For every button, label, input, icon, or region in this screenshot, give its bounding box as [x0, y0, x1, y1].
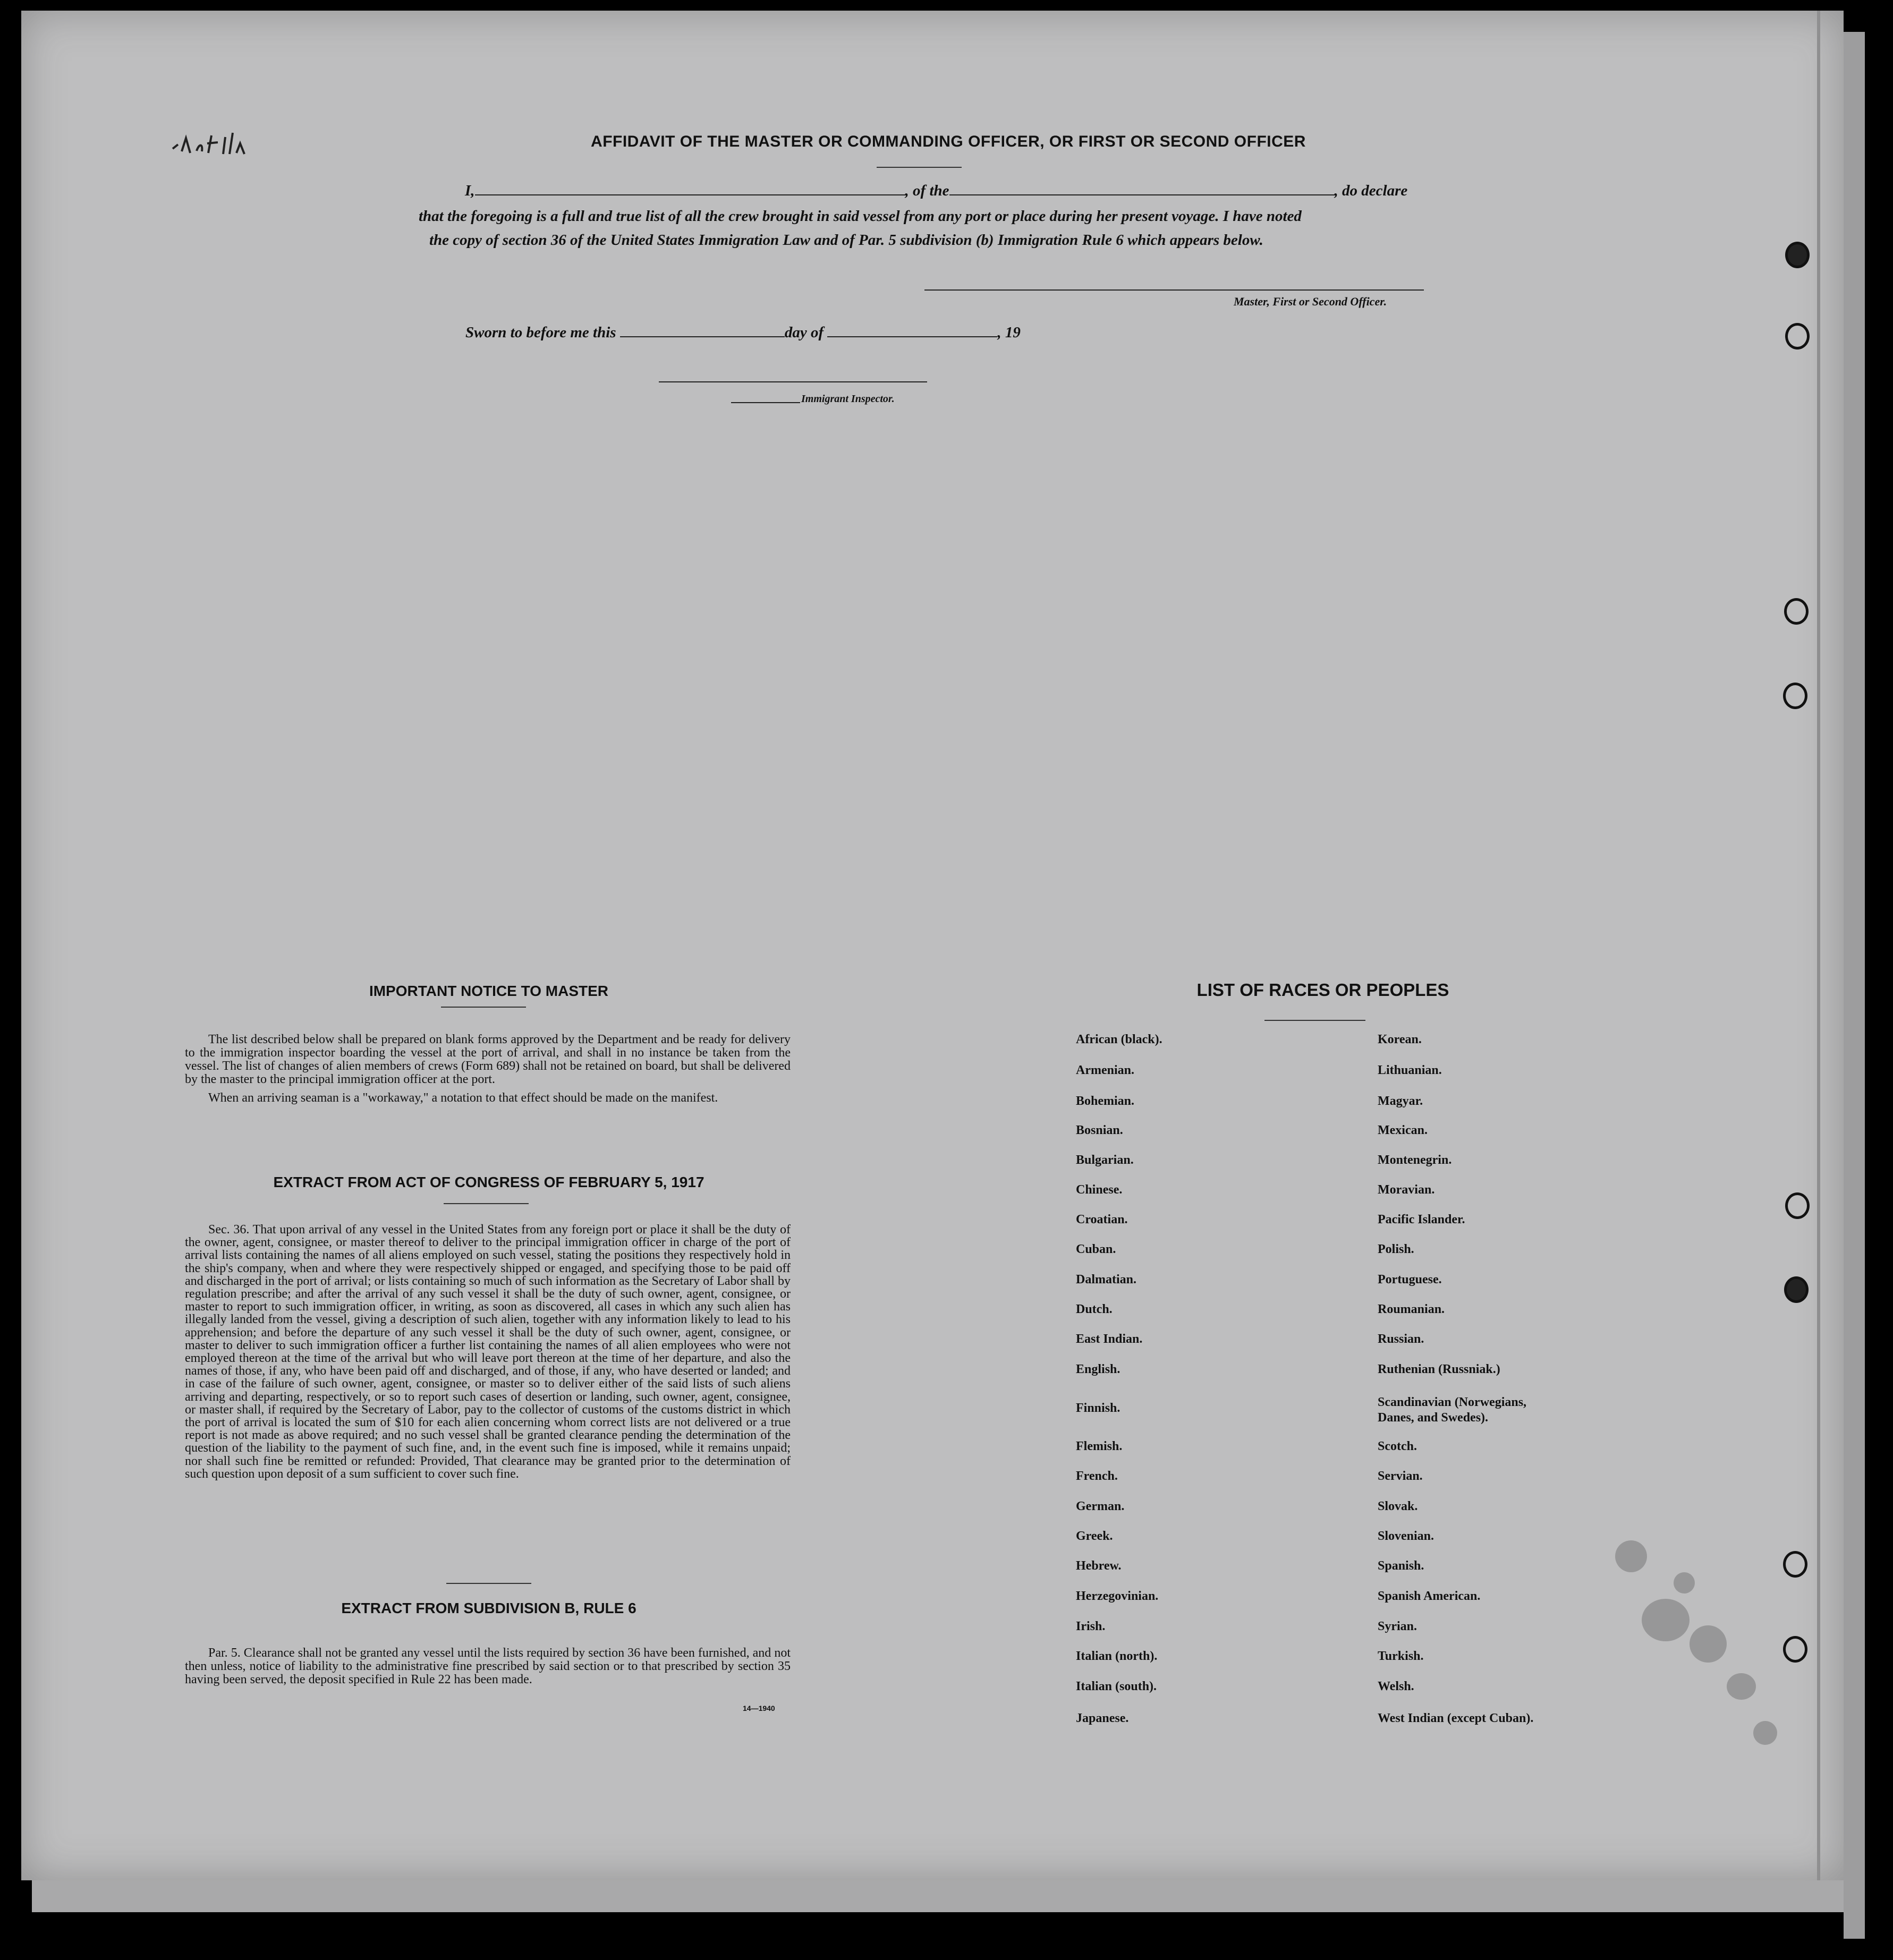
race-item: German. — [1076, 1499, 1125, 1513]
page-bottom-edge — [32, 1880, 1844, 1912]
sworn-line — [465, 324, 1021, 342]
race-item: Roumanian. — [1378, 1302, 1445, 1316]
act-extract-title: EXTRACT FROM ACT OF CONGRESS OF FEBRUARY 5, 1917 — [273, 1174, 704, 1190]
races-title: LIST OF RACES OR PEOPLES — [1196, 980, 1449, 1000]
race-item: Dutch. — [1076, 1302, 1113, 1316]
punch-hole — [1785, 323, 1810, 350]
race-item: Hebrew. — [1076, 1559, 1122, 1573]
handwritten-mark — [170, 127, 292, 165]
rule-paragraph-5: Par. 5. Clearance shall not be granted any vessel until the lists required by section 36 have been furnished, and not then unless, notice of liability to the administrative fine prescribed by said section or to that prescribed by section 35 having been served, the deposit specified in Rule 22 has been made. — [185, 1646, 791, 1686]
race-item: Welsh. — [1378, 1680, 1414, 1693]
race-item: Slovak. — [1378, 1499, 1418, 1513]
race-item: Armenian. — [1076, 1063, 1134, 1077]
punch-hole — [1785, 1192, 1810, 1219]
sworn-mid: day of — [784, 324, 824, 341]
race-item: Korean. — [1378, 1033, 1422, 1046]
notice-title-rule — [441, 1007, 526, 1008]
race-item: Chinese. — [1076, 1183, 1123, 1197]
race-item: Scotch. — [1378, 1439, 1417, 1453]
race-scandinavian-continued: Danes, and Swedes). — [1378, 1411, 1489, 1425]
punch-hole — [1784, 598, 1809, 625]
title-rule — [877, 167, 962, 168]
notice-paragraph-1: The list described below shall be prepared on blank forms approved by the Department and be ready for delivery to the immigration inspector boarding the vessel at the port of arrival, and shall in no instance be taken from the vessel. The list of changes of alien members of crews (Form 689) shall not be retained on board, but shall be delivered by the master to the principal immigration officer at the port. — [185, 1033, 791, 1086]
act-section-36-text: Sec. 36. That upon arrival of any vessel in the United States from any foreign port or place it shall be the duty of the owner, agent, consignee, or master thereof to deliver to the principal immigration officer in charge of the port of arrival lists containing the names of all aliens employed on such vessel, stating the positions they respectively hold in the ship's company, when and where they were respectively shipped or engaged, and specifying those to be paid off and discharged in the port of arrival; or lists containing so much of such information as the Secretary of Labor shall by regulation prescribe; and after the arrival of any such vessel it shall be the duty of such owner, agent, consignee, or master to report to such immigration officer, in writing, as soon as discovered, all cases in which any such alien has illegally landed from the vessel, giving a description of such alien, together with any information likely to lead to his apprehension; and before the departure of any such vessel it shall be the duty of such owner, agent, consignee, or master to deliver to such immigration officer a further list containing the names of all alien employees who were not employed thereon at the time of the arrival but who will leave port thereon at the time of her departure, and also the names of those, if any, who have been paid off and discharged, and of those, if any, who have deserted or landed; and in case of the failure of such owner, agent, consignee, or master so to deliver either of the said lists of such aliens arriving and departing, respectively, or so to report such cases of desertion or landing, such owner, agent, consignee, or master shall, if required by the Secretary of Labor, pay to the collector of customs of the customs district in which the port of arrival is located the sum of $10 for each alien concerning whom correct lists are not delivered or a true report is not made as above required; and no such vessel shall be granted clearance pending the determination of the question of the liability to the payment of such fine, and, in the event such fine is imposed, while it remains unpaid; nor shall such fine be remitted or refunded: Provided, That clearance may be granted prior to the determination of such question upon deposit of a sum sufficient to cover such fine. — [185, 1223, 791, 1481]
affidavit-line-3: the copy of section 36 of the United States Immigration Law and of Par. 5 subdivision (b) Immigration Rule 6 which appears below. — [429, 232, 1263, 249]
race-item: Bohemian. — [1076, 1094, 1135, 1108]
punch-hole — [1785, 242, 1810, 268]
race-item: Italian (north). — [1076, 1649, 1158, 1663]
stain — [1674, 1572, 1695, 1593]
race-item: Herzegovinian. — [1076, 1589, 1159, 1603]
sworn-end: , 19 — [997, 324, 1021, 341]
notice-title: IMPORTANT NOTICE TO MASTER — [369, 983, 609, 999]
affidavit-line1-start: I, — [465, 182, 475, 199]
race-item: Polish. — [1378, 1242, 1414, 1256]
race-item: Syrian. — [1378, 1620, 1417, 1633]
race-item: Slovenian. — [1378, 1529, 1434, 1543]
race-item: Magyar. — [1378, 1094, 1423, 1108]
race-item: Montenegrin. — [1378, 1153, 1452, 1167]
punch-hole — [1783, 683, 1807, 709]
stain — [1642, 1599, 1690, 1641]
stain — [1753, 1721, 1777, 1745]
master-signature-caption: Master, First or Second Officer. — [1234, 295, 1387, 308]
race-item: East Indian. — [1076, 1332, 1143, 1346]
stain — [1727, 1673, 1756, 1700]
notice-paragraph-2: When an arriving seaman is a "workaway," a notation to that effect should be made on the manifest. — [208, 1091, 718, 1105]
race-item: Ruthenian (Russniak.) — [1378, 1362, 1500, 1376]
act-title-rule — [444, 1203, 529, 1204]
race-item: Japanese. — [1076, 1711, 1129, 1725]
race-item: West Indian (except Cuban). — [1378, 1711, 1534, 1725]
sworn-day-blank[interactable] — [620, 336, 785, 337]
punch-hole — [1783, 1551, 1807, 1578]
notice-body — [185, 1033, 791, 1105]
punch-hole — [1784, 1276, 1809, 1303]
race-item: Scandinavian (Norwegians, — [1378, 1395, 1527, 1409]
affidavit-line-2: that the foregoing is a full and true list of all the crew brought in said vessel from any port or place during her present voyage. I have noted — [419, 208, 1302, 225]
race-item: Greek. — [1076, 1529, 1113, 1543]
race-item: Spanish. — [1378, 1559, 1424, 1573]
master-signature-line[interactable] — [924, 289, 1424, 291]
race-item: English. — [1076, 1362, 1120, 1376]
race-item: Dalmatian. — [1076, 1273, 1136, 1286]
race-item: Mexican. — [1378, 1123, 1428, 1137]
affidavit-line1-mid: , of the — [905, 182, 949, 199]
affidavit-line-1 — [465, 182, 1407, 200]
sworn-start: Sworn to before me this — [465, 324, 616, 341]
race-item: Bosnian. — [1076, 1123, 1123, 1137]
race-item: Spanish American. — [1378, 1589, 1481, 1603]
race-item: Bulgarian. — [1076, 1153, 1134, 1167]
sworn-month-blank[interactable] — [827, 336, 997, 337]
race-item: Cuban. — [1076, 1242, 1116, 1256]
act-end-rule — [446, 1583, 531, 1584]
race-item: Portuguese. — [1378, 1273, 1442, 1286]
punch-hole — [1783, 1636, 1807, 1663]
page-fold — [1817, 11, 1820, 1880]
races-title-rule — [1264, 1020, 1365, 1021]
page-edge — [1844, 32, 1865, 1939]
race-item: African (black). — [1076, 1033, 1162, 1046]
inspector-short-line — [731, 402, 800, 403]
act-extract-body — [185, 1223, 791, 1480]
vessel-name-blank[interactable] — [949, 194, 1335, 195]
race-item: Irish. — [1076, 1620, 1106, 1633]
inspector-caption: Immigrant Inspector. — [801, 393, 895, 405]
race-item: Servian. — [1378, 1469, 1423, 1483]
race-item: Russian. — [1378, 1332, 1424, 1346]
race-item: Croatian. — [1076, 1213, 1128, 1226]
affidavit-line1-end: , do declare — [1334, 182, 1408, 199]
rule-extract-title: EXTRACT FROM SUBDIVISION B, RULE 6 — [341, 1600, 636, 1616]
race-item: French. — [1076, 1469, 1118, 1483]
race-item: Flemish. — [1076, 1439, 1123, 1453]
race-item: Moravian. — [1378, 1183, 1435, 1197]
race-item: Italian (south). — [1076, 1680, 1157, 1693]
race-item: Pacific Islander. — [1378, 1213, 1465, 1226]
stain — [1615, 1540, 1647, 1572]
form-number: 14—1940 — [743, 1704, 775, 1712]
race-item: Finnish. — [1076, 1401, 1120, 1415]
race-item: Lithuanian. — [1378, 1063, 1442, 1077]
race-item: Turkish. — [1378, 1649, 1424, 1663]
document-page — [21, 11, 1844, 1880]
stain — [1690, 1625, 1727, 1663]
inspector-signature-line[interactable] — [659, 381, 927, 382]
master-name-blank[interactable] — [475, 194, 905, 195]
affidavit-title: AFFIDAVIT OF THE MASTER OR COMMANDING OFFICER, OR FIRST OR SECOND OFFICER — [591, 133, 1306, 150]
rule-extract-body — [185, 1647, 791, 1686]
